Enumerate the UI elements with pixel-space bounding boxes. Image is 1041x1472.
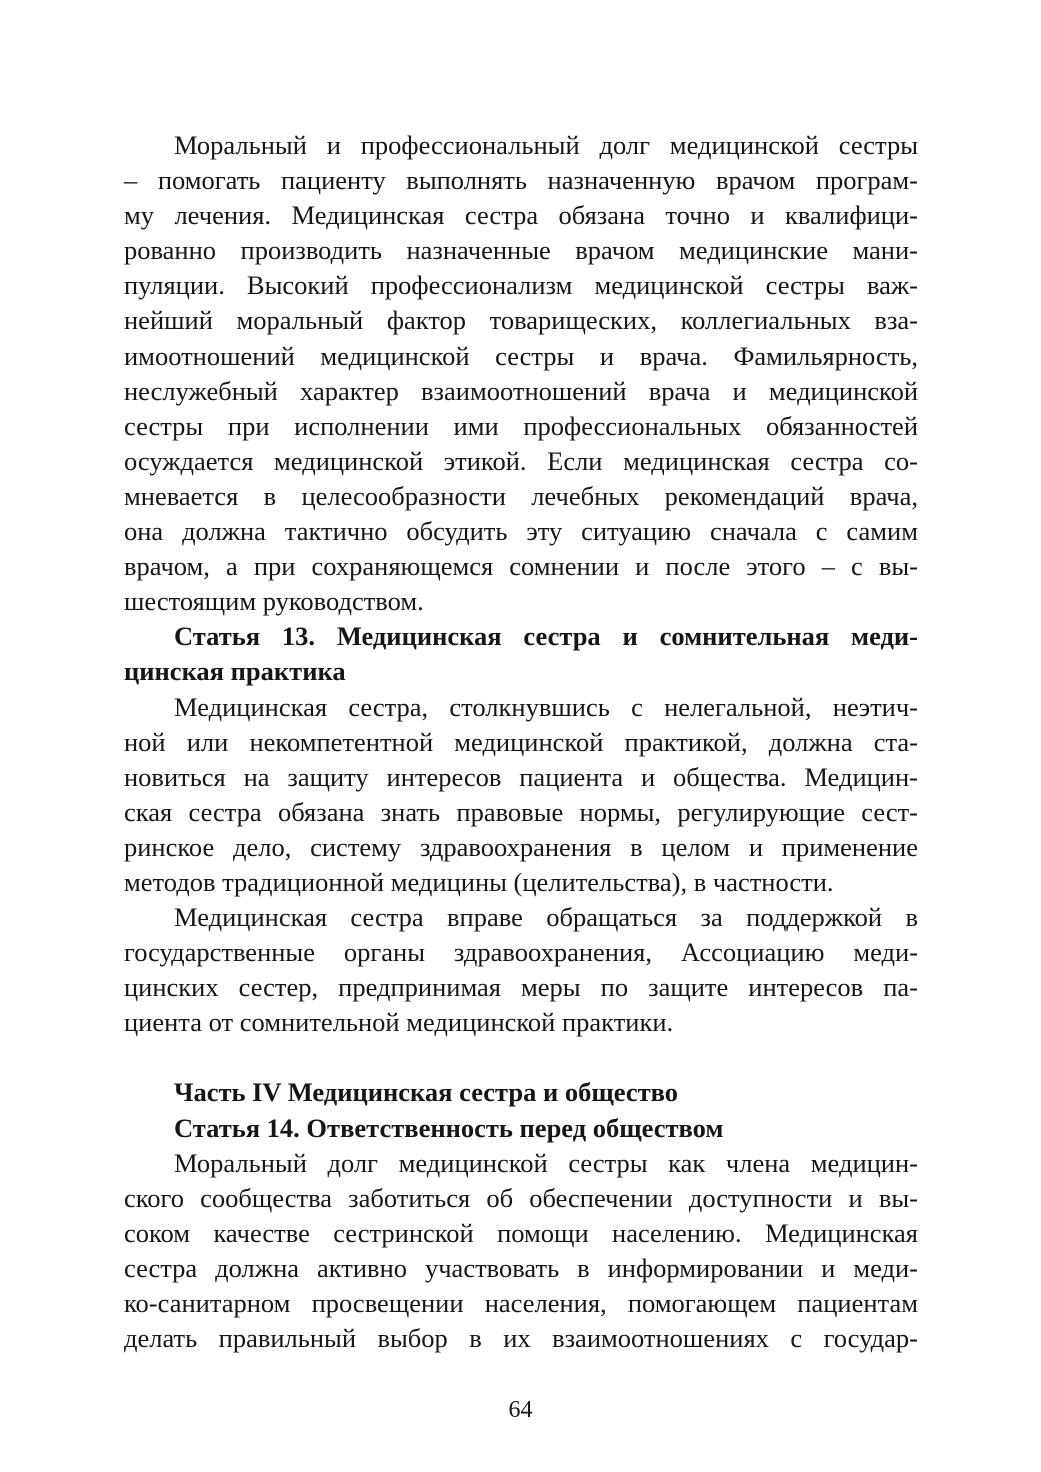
text-line: методов традиционной медицины (целительства), в частности. xyxy=(124,866,834,897)
text-line: сестра должна активно участвовать в информировании и меди- xyxy=(124,1252,918,1283)
text-line: ского сообщества заботиться об обеспечении доступности и вы- xyxy=(124,1182,918,1213)
text-line: она должна тактично обсудить эту ситуацию сначала с самим xyxy=(124,516,918,547)
text-line: рованно производить назначенные врачом медицинские мани- xyxy=(124,235,918,266)
paragraph xyxy=(124,128,918,619)
text-line: Статья 13. Медицинская сестра и сомнительная меди- xyxy=(174,621,918,652)
text-line: му лечения. Медицинская сестра обязана точно и квалифици- xyxy=(124,200,918,231)
text-line: ская сестра обязана знать правовые нормы, регулирующие сест- xyxy=(124,796,918,827)
text-line: Медицинская сестра вправе обращаться за поддержкой в xyxy=(174,902,918,933)
text-line: государственные органы здравоохранения, Ассоциацию меди- xyxy=(124,937,918,968)
text-line: Статья 14. Ответственность перед обществом xyxy=(174,1112,724,1143)
text-line: ко-санитарном просвещении населения, помогающем пациентам xyxy=(124,1288,918,1318)
section-heading xyxy=(124,1111,918,1146)
section-spacer xyxy=(124,1040,918,1075)
text-line: ной или некомпетентной медицинской практикой, должна ста- xyxy=(124,726,918,757)
text-line: новиться на защиту интересов пациента и общества. Медицин- xyxy=(124,761,918,792)
text-line: Часть IV Медицинская сестра и общество xyxy=(174,1077,679,1108)
text-line: Медицинская сестра, столкнувшись с нелегальной, неэтич- xyxy=(174,691,918,722)
text-line: мневается в целесообразности лечебных рекомендаций врача, xyxy=(124,480,918,511)
paragraph xyxy=(124,1146,918,1357)
text-line: соком качестве сестринской помощи населению. Медицинская xyxy=(124,1217,918,1248)
section-heading xyxy=(124,1075,918,1110)
section-heading xyxy=(124,619,918,689)
text-line: цинских сестер, предпринимая меры по защите интересов па- xyxy=(124,972,918,1003)
text-line: осуждается медицинской этикой. Если медицинская сестра со- xyxy=(124,445,918,476)
text-line: ринское дело, систему здравоохранения в целом и применение xyxy=(124,831,918,862)
text-line: Моральный долг медицинской сестры как члена медицин- xyxy=(174,1147,918,1178)
text-line: сестры при исполнении ими профессиональных обязанностей xyxy=(124,410,918,441)
text-line: циента от сомнительной медицинской практики. xyxy=(124,1007,674,1038)
text-line: неслужебный характер взаимоотношений врача и медицинской xyxy=(124,375,918,406)
paragraph xyxy=(124,900,918,1040)
text-line: шестоящим руководством. xyxy=(124,586,424,617)
text-line: пуляции. Высокий профессионализм медицинской сестры важ- xyxy=(124,270,918,301)
text-line: цинская практика xyxy=(124,656,346,687)
text-line: Моральный и профессиональный долг медицинской сестры xyxy=(174,130,918,160)
page-number: 64 xyxy=(508,1397,533,1423)
text-line: делать правильный выбор в их взаимоотношениях с государ- xyxy=(124,1323,918,1354)
paragraph xyxy=(124,690,918,901)
page-body xyxy=(124,128,918,1356)
text-line: нейший моральный фактор товарищеских, коллегиальных вза- xyxy=(124,305,918,336)
text-line: – помогать пациенту выполнять назначенную врачом програм- xyxy=(124,165,918,196)
text-line: имоотношений медицинской сестры и врача. Фамильярность, xyxy=(124,340,918,371)
text-line: врачом, а при сохраняющемся сомнении и после этого – с вы- xyxy=(124,551,918,582)
